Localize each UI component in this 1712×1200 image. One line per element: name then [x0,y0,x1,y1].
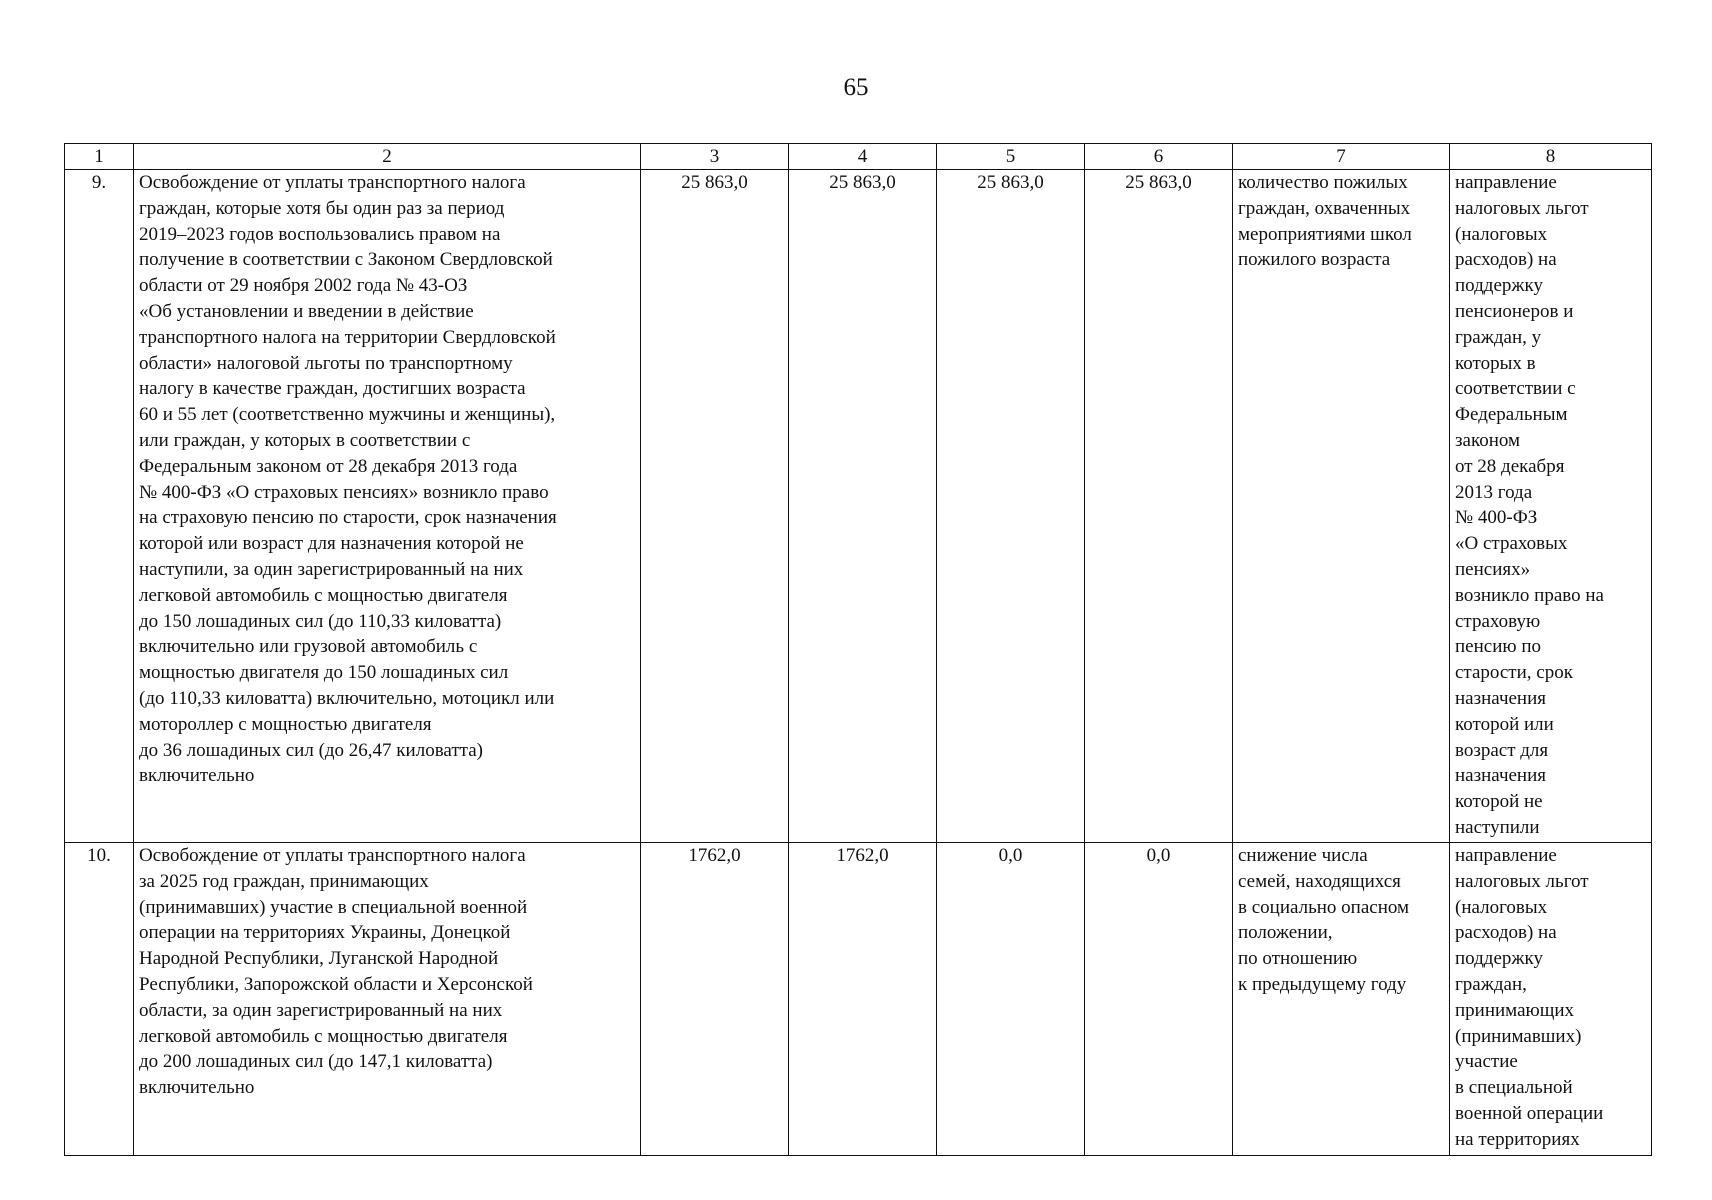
value-col5: 0,0 [937,843,1085,1156]
column-header-5: 5 [937,144,1085,170]
row-number: 9. [65,170,134,843]
benefit-description [134,170,641,843]
column-header-2: 2 [134,144,641,170]
purpose-cell [1450,170,1652,843]
table-row [65,170,1652,843]
table-row [65,843,1652,1156]
purpose-text: направление налоговых льгот (налоговых расходов) на поддержку пенсионеров и граждан, у которых в соответствии с Федеральным законом от 28 декабря 2013 года № 400-ФЗ «О страховых пенсиях» возникло право на страховую пенсию по старости, срок назначения которой или возраст для назначения которой не наступили [1455,172,1604,838]
value-col6: 0,0 [1085,843,1233,1156]
value-col4: 25 863,0 [789,170,937,843]
benefit-description-text: Освобождение от уплаты транспортного налога граждан, которые хотя бы один раз за период 2019–2023 годов воспользовались правом на получение в соответствии с Законом Свердловской области от 29 ноября 2002 года № 43-ОЗ «Об установлении и введении в действие транспортного налога на территории Свердловской области» налоговой льготы по транспортному налогу в качестве граждан, достигших возраста 60 и 55 лет (соответственно мужчины и женщины), или граждан, у которых в соответствии с Федеральным законом от 28 декабря 2013 года № 400-ФЗ «О страховых пенсиях» возникло право на страховую пенсию по старости, срок назначения которой или возраст для назначения которой не наступили, за один зарегистрированный на них легковой автомобиль с мощностью двигателя до 150 лошадиных сил (до 110,33 киловатта) включительно или грузовой автомобиль с мощностью двигателя до 150 лошадиных сил (до 110,33 киловатта) включительно, мотоцикл или мотороллер с мощностью двигателя до 36 лошадиных сил (до 26,47 киловатта) включительно [139,172,557,787]
indicator-text: снижение числа семей, находящихся в социально опасном положении, по отношению к предыдущему году [1238,845,1410,995]
purpose-cell [1450,843,1652,1156]
column-header-1: 1 [65,144,134,170]
indicator-cell [1233,843,1450,1156]
benefit-description [134,843,641,1156]
value-col3: 1762,0 [641,843,789,1156]
purpose-text: направление налоговых льгот (налоговых расходов) на поддержку граждан, принимающих (принимавших) участие в специальной военной операции на территориях [1455,845,1604,1150]
column-header-6: 6 [1085,144,1233,170]
indicator-cell [1233,170,1450,843]
column-header-4: 4 [789,144,937,170]
value-col6: 25 863,0 [1085,170,1233,843]
column-header-3: 3 [641,144,789,170]
row-number: 10. [65,843,134,1156]
value-col5: 25 863,0 [937,170,1085,843]
page-number: 65 [843,74,869,101]
tax-benefits-table [64,143,1652,1156]
table-header-row [65,144,1652,170]
value-col3: 25 863,0 [641,170,789,843]
indicator-text: количество пожилых граждан, охваченных мероприятиями школ пожилого возраста [1238,172,1412,271]
column-header-8: 8 [1450,144,1652,170]
column-header-7: 7 [1233,144,1450,170]
value-col4: 1762,0 [789,843,937,1156]
benefit-description-text: Освобождение от уплаты транспортного налога за 2025 год граждан, принимающих (принимавших) участие в специальной военной операции на территориях Украины, Донецкой Народной Республики, Луганской Народной Республики, Запорожской области и Херсонской области, за один зарегистрированный на них легковой автомобиль с мощностью двигателя до 200 лошадиных сил (до 147,1 киловатта) включительно [139,845,533,1099]
